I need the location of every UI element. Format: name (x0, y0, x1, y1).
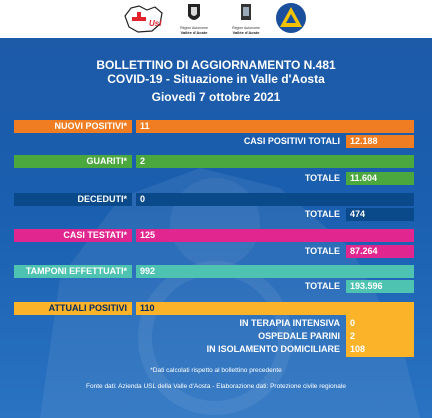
crest-caption-2: Vallée d'Aoste (232, 30, 260, 35)
casi-testati-value: 125 (136, 229, 414, 242)
region-crest-2 (224, 2, 268, 36)
region-logo (174, 2, 214, 36)
civil-protection-icon (274, 1, 308, 35)
casi-positivi-totali-label: CASI POSITIVI TOTALI (243, 136, 340, 146)
isolamento-domiciliare-label: IN ISOLAMENTO DOMICILIARE (206, 344, 340, 354)
isolamento-domiciliare-value: 108 (350, 344, 366, 354)
tamponi-totale-label: TOTALE (304, 281, 340, 291)
ospedale-parini-label: OSPEDALE PARINI (258, 331, 340, 341)
guariti-totale-label: TOTALE (304, 173, 340, 183)
casi-positivi-totali-value: 12.188 (346, 135, 414, 148)
nuovi-positivi-label: NUOVI POSITIVI* (14, 120, 132, 133)
footnote: *Dati calcolati rispetto al bollettino precedente (150, 367, 282, 374)
nuovi-positivi-value: 11 (136, 120, 414, 133)
header (0, 0, 432, 38)
bulletin-panel (0, 38, 432, 418)
attuali-positivi-value: 110 (136, 302, 414, 315)
civil-protection-logo (274, 1, 308, 35)
bulletin-title: BOLLETTINO DI AGGIORNAMENTO N.481 (96, 58, 336, 72)
terapia-intensiva-label: IN TERAPIA INTENSIVA (239, 318, 340, 328)
terapia-intensiva-value: 0 (350, 318, 356, 328)
deceduti-totale-value: 474 (346, 208, 414, 221)
deceduti-label: DECEDUTI* (14, 193, 132, 206)
attuali-positivi-label: ATTUALI POSITIVI (14, 302, 132, 315)
tamponi-value: 992 (136, 265, 414, 278)
deceduti-totale-label: TOTALE (304, 209, 340, 219)
tamponi-label: TAMPONI EFFETTUATI* (14, 265, 132, 278)
usl-logo (122, 2, 166, 36)
region-logo-caption-2: Vallée d'Aoste (180, 30, 208, 35)
guariti-value: 2 (136, 155, 414, 168)
region-logo-caption-1: Région Autonome (180, 26, 208, 30)
casi-testati-label: CASI TESTATI* (14, 229, 132, 242)
casi-testati-totale-value: 87.264 (346, 245, 414, 258)
bulletin-subtitle: COVID-19 - Situazione in Valle d'Aosta (107, 72, 325, 86)
bulletin-date: Giovedì 7 ottobre 2021 (151, 90, 281, 104)
crest-caption-1: Région Autonome (232, 26, 260, 30)
crest-icon (224, 2, 268, 28)
deceduti-value: 0 (136, 193, 414, 206)
usl-logo-text: Usl (149, 19, 162, 28)
ospedale-parini-value: 2 (350, 331, 356, 341)
guariti-label: GUARITI* (14, 155, 132, 168)
data-source: Fonte dati: Azienda USL della Valle d'Aosta - Elaborazione dati: Protezione civile regionale (86, 383, 346, 390)
tamponi-totale-value: 193.596 (346, 280, 414, 293)
guariti-totale-value: 11.604 (346, 172, 414, 185)
region-crest-icon (174, 2, 214, 28)
casi-testati-totale-label: TOTALE (304, 246, 340, 256)
